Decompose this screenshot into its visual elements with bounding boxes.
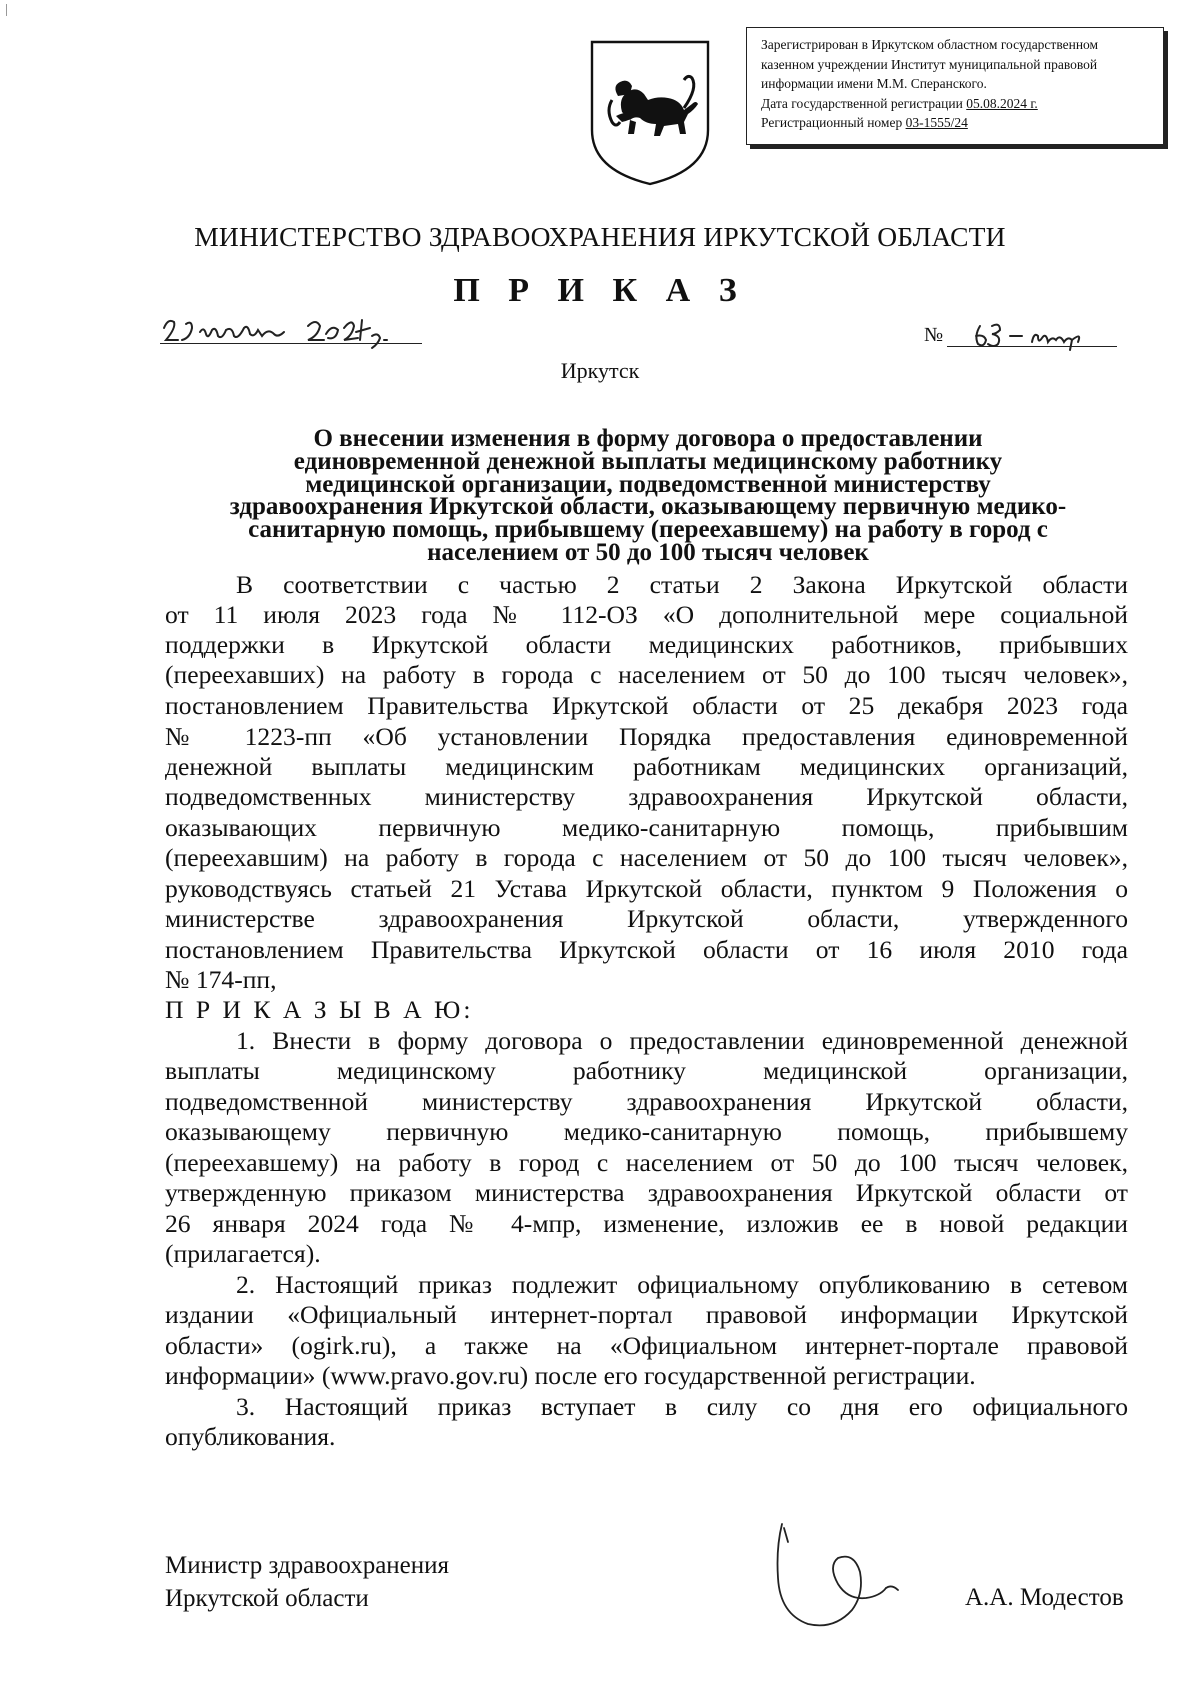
date-underline — [160, 343, 422, 344]
preamble-line: денежной выплаты медицинским работникам медицинских организаций, — [165, 752, 1128, 781]
registration-number-label: Регистрационный номер — [761, 115, 906, 130]
preamble-line: № 174-пп, — [165, 965, 277, 994]
preamble-line: постановлением Правительства Иркутской области от 16 июля 2010 года — [165, 935, 1128, 964]
preamble-line: № 1223-пп «Об установлении Порядка предоставления единовременной — [165, 722, 1128, 751]
preamble-line: поддержки в Иркутской области медицинских работников, прибывших — [165, 630, 1128, 659]
registration-stamp — [746, 27, 1164, 145]
registration-number-row — [761, 113, 1153, 133]
order-title: П Р И К А З — [453, 272, 747, 309]
handwritten-signature — [768, 1518, 918, 1633]
signatory-position: Министр здравоохранения — [165, 1552, 450, 1579]
registration-date-label: Дата государственной регистрации — [761, 95, 967, 111]
item-1-line: выплаты медицинскому работнику медицинской организации, — [165, 1056, 1128, 1085]
preamble-line: В соответствии с частью 2 статьи 2 Закона Иркутской области — [236, 570, 1128, 599]
item-1-line: (прилагается). — [165, 1239, 321, 1268]
scan-mark — [6, 4, 7, 16]
registration-line: Зарегистрирован в Иркутском областном государственном — [761, 37, 1099, 52]
heading-line: медицинской организации, подведомственной министерству — [305, 470, 991, 498]
number-label: № — [924, 324, 944, 346]
item-1-line: 26 января 2024 года № 4-мпр, изменение, изложив ее в новой редакции — [165, 1209, 1128, 1238]
signatory-position: Иркутской области — [165, 1585, 369, 1612]
signatory-name: А.А. Модестов — [965, 1584, 1124, 1611]
item-2-line: области» (ogirk.ru), а также на «Официальном интернет-портале правовой — [165, 1331, 1128, 1360]
item-1-line: оказывающему первичную медико-санитарную помощь, прибывшему — [165, 1117, 1128, 1146]
item-1-line: 1. Внести в форму договора о предоставлении единовременной денежной — [236, 1026, 1128, 1055]
heading-line: здравоохранения Иркутской области, оказывающему первичную медико- — [229, 493, 1067, 521]
preamble-line: (переехавших) на работу в города с населением от 50 до 100 тысяч человек», — [165, 660, 1128, 689]
heading-line: единовременной денежной выплаты медицинскому работнику — [293, 447, 1003, 475]
heading-line: О внесении изменения в форму договора о предоставлении — [313, 425, 983, 452]
registration-line: казенном учреждении Институт муниципальной правовой — [761, 56, 1098, 72]
heading-line: населением от 50 до 100 тысяч человек — [427, 538, 869, 566]
city-name: Иркутск — [560, 358, 640, 383]
item-1-line: (переехавшему) на работу в город с населением от 50 до 100 тысяч человек, — [165, 1148, 1128, 1177]
item-2-line: 2. Настоящий приказ подлежит официальному опубликованию в сетевом — [236, 1270, 1128, 1299]
order-word: П Р И К А З Ы В А Ю: — [165, 995, 474, 1024]
number-underline — [947, 346, 1117, 347]
preamble-line: руководствуясь статьей 21 Устава Иркутской области, пунктом 9 Положения о — [165, 874, 1128, 903]
preamble-line: (переехавшим) на работу в города с населением от 50 до 100 тысяч человек», — [165, 843, 1128, 872]
registration-line: информации имени М.М. Сперанского. — [761, 76, 987, 91]
coat-of-arms-icon — [588, 38, 712, 188]
item-2-line: издании «Официальный интернет-портал правовой информации Иркутской — [165, 1300, 1128, 1329]
registration-date-row — [761, 94, 1153, 114]
item-1-line: подведомственной министерству здравоохранения Иркутской области, — [165, 1087, 1128, 1116]
preamble-line: подведомственных министерству здравоохранения Иркутской области, — [165, 782, 1128, 811]
registration-number-value: 03-1555/24 — [905, 115, 968, 130]
item-2-line: информации» (www.pravo.gov.ru) после его государственной регистрации. — [165, 1361, 976, 1390]
heading-line: санитарную помощь, прибывшему (переехавшему) на работу в город с — [248, 516, 1048, 544]
item-3-line: 3. Настоящий приказ вступает в силу со дня его официального — [236, 1392, 1128, 1421]
preamble-line: министерстве здравоохранения Иркутской области, утвержденного — [165, 904, 1128, 933]
preamble-line: от 11 июля 2023 года № 112-ОЗ «О дополнительной мере социальной — [165, 600, 1128, 629]
preamble-line: оказывающих первичную медико-санитарную помощь, прибывшим — [165, 813, 1128, 842]
ministry-title: МИНИСТЕРСТВО ЗДРАВООХРАНЕНИЯ ИРКУТСКОЙ ОБЛАСТИ — [194, 221, 1006, 252]
item-1-line: утвержденную приказом министерства здравоохранения Иркутской области от — [165, 1178, 1128, 1207]
preamble-line: постановлением Правительства Иркутской области от 25 декабря 2023 года — [165, 691, 1128, 720]
registration-date-value: 05.08.2024 г. — [966, 95, 1038, 111]
item-3-line: опубликования. — [165, 1422, 336, 1451]
document-heading — [170, 425, 1126, 566]
